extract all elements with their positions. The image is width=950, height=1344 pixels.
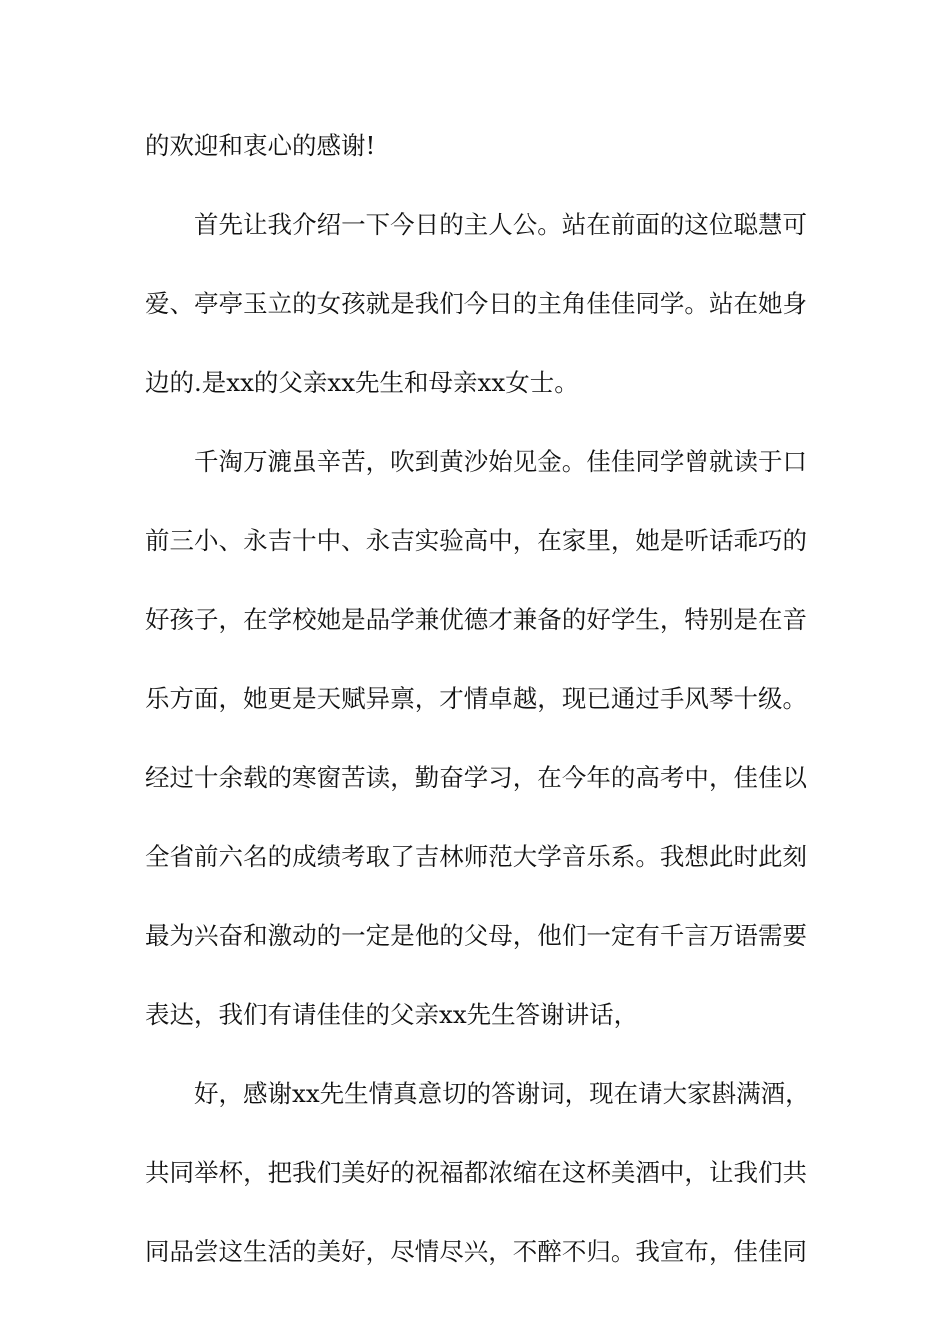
text-line	[145, 521, 807, 561]
text-line	[145, 837, 807, 877]
text-line-content: 边的.是xx的父亲xx先生和母亲xx女士。	[145, 368, 579, 397]
text-line-content: 共同举杯，把我们美好的祝福都浓缩在这杯美酒中，让我们共	[145, 1158, 807, 1187]
text-line-content: 好孩子，在学校她是品学兼优德才兼备的好学生，特别是在音	[145, 605, 807, 634]
text-line-content: 最为兴奋和激动的一定是他的父母，他们一定有千言万语需要	[145, 921, 807, 950]
text-line-content: 经过十余载的寒窗苦读，勤奋学习，在今年的高考中，佳佳以	[145, 763, 807, 792]
text-line	[145, 916, 807, 956]
text-line-content: 乐方面，她更是天赋异禀，才情卓越，现已通过手风琴十级。	[145, 684, 807, 713]
text-line-content: 表达，我们有请佳佳的父亲xx先生答谢讲话，	[145, 1000, 639, 1029]
text-line-content: 同品尝这生活的美好，尽情尽兴，不醉不归。我宣布，佳佳同	[145, 1237, 807, 1266]
text-line-content: 爱、亭亭玉立的女孩就是我们今日的主角佳佳同学。站在她身	[145, 289, 807, 318]
paragraph-start-line	[145, 205, 807, 245]
text-line-content: 千淘万漉虽辛苦，吹到黄沙始见金。佳佳同学曾就读于口	[194, 447, 807, 476]
text-line	[145, 1232, 807, 1272]
text-line	[145, 1153, 807, 1193]
text-line	[145, 126, 807, 166]
text-line	[145, 600, 807, 640]
text-line-content: 的欢迎和衷心的感谢!	[145, 131, 376, 160]
text-line	[145, 363, 807, 403]
text-line	[145, 679, 807, 719]
paragraph-start-line	[145, 442, 807, 482]
text-line	[145, 995, 807, 1035]
text-line	[145, 284, 807, 324]
text-line-content: 首先让我介绍一下今日的主人公。站在前面的这位聪慧可	[194, 210, 807, 239]
text-line-content: 全省前六名的成绩考取了吉林师范大学音乐系。我想此时此刻	[145, 842, 807, 871]
paragraph-start-line	[145, 1074, 810, 1114]
text-line-content: 前三小、永吉十中、永吉实验高中，在家里，她是听话乖巧的	[145, 526, 807, 555]
text-line-content: 好，感谢xx先生情真意切的答谢词，现在请大家斟满酒，	[194, 1079, 810, 1108]
text-line	[145, 758, 807, 798]
